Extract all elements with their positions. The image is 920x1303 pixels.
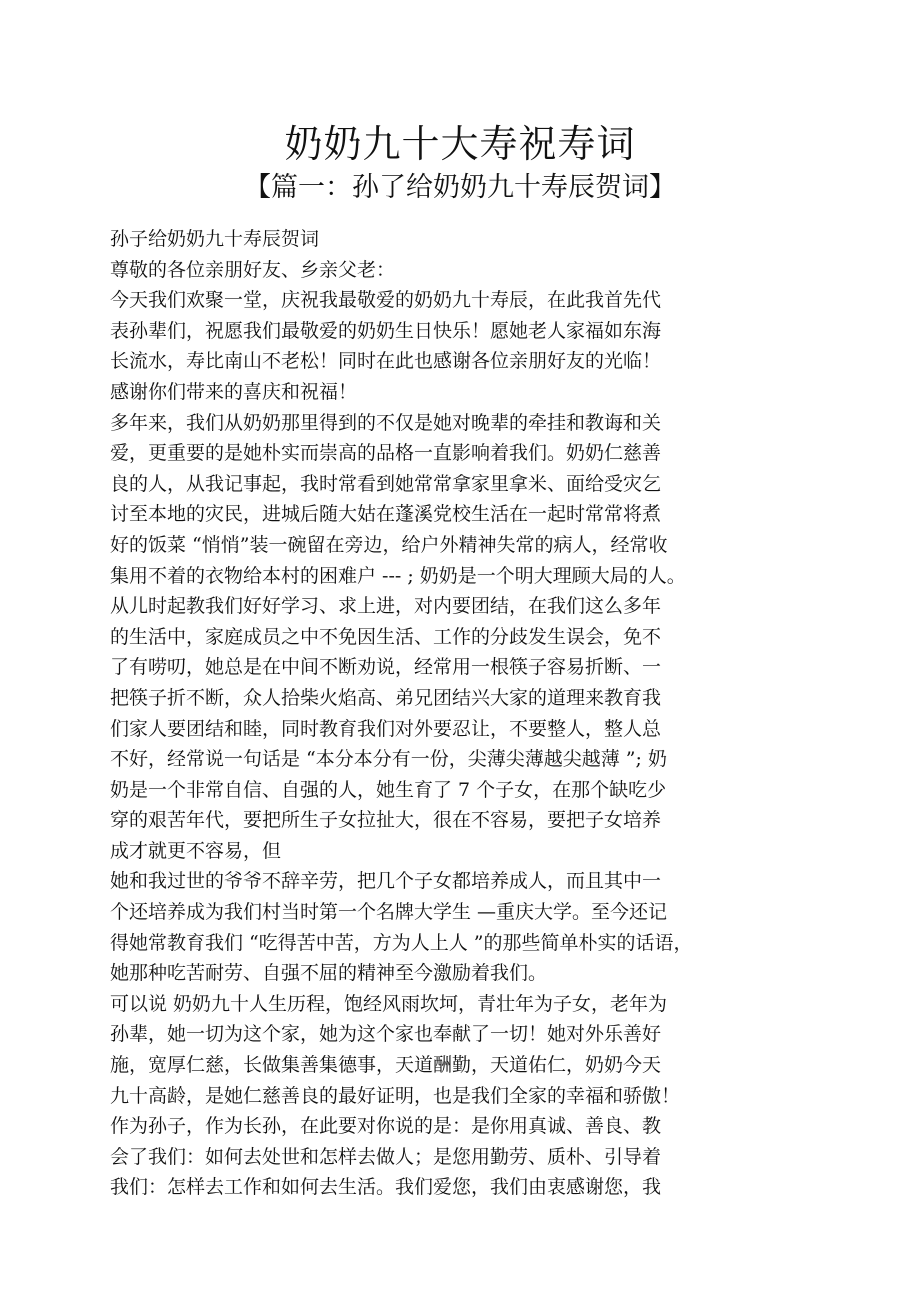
body-text-line: 讨至本地的灾民，进城后随大姑在蓬溪党校生活在一起时常常将煮 [110,503,662,526]
body-text-line: 九十高龄，是她仁慈善良的最好证明，也是我们全家的幸福和骄傲！ [110,1084,681,1107]
document-body [110,224,810,1203]
body-text-line: 表孙辈们，祝愿我们最敬爱的奶奶生日快乐！愿她老人家福如东海 [110,319,662,342]
body-text-line: 穿的艰苦年代，要把所生子女拉扯大，很在不容易，要把子女培养 [110,809,662,832]
body-text-line: 个还培养成为我们村当时第一个名牌大学生 —重庆大学。至今还记 [110,901,668,924]
document-subtitle: 【篇一：孙了给奶奶九十寿辰贺词】 [244,172,676,203]
body-text-line: 多年来，我们从奶奶那里得到的不仅是她对晚辈的牵挂和教诲和关 [110,411,662,434]
body-text-line: 会了我们：如何去处世和怎样去做人；是您用勤劳、质朴、引导着 [110,1145,662,1168]
body-text-line: 作为孙子，作为长孙，在此要对你说的是：是你用真诚、善良、教 [110,1115,662,1138]
body-text-line: 爱，更重要的是她朴实而崇高的品格一直影响着我们。奶奶仁慈善 [110,442,662,465]
body-text-line: 良的人，从我记事起，我时常看到她常常拿家里拿米、面给受灾乞 [110,472,662,495]
body-text-line: 的生活中，家庭成员之中不免因生活、工作的分歧发生误会，免不 [110,625,662,648]
body-text-line: 感谢你们带来的喜庆和祝福！ [110,380,358,403]
body-text-line: 了有唠叨，她总是在中间不断劝说，经常用一根筷子容易折断、一 [110,656,662,679]
body-text-line: 施，宽厚仁慈，长做集善集德事，天道酬勤，天道佑仁，奶奶今天 [110,1054,662,1077]
body-text-line: 从儿时起教我们好好学习、求上进，对内要团结，在我们这么多年 [110,595,662,618]
body-text-line: 她和我过世的爷爷不辞辛劳，把几个子女都培养成人，而且其中一 [110,870,662,893]
body-text-line: 她那种吃苦耐劳、自强不屈的精神至今激励着我们。 [110,962,548,985]
body-text-line: 成才就更不容易，但 [110,839,282,862]
body-text-line: 得她常教育我们 “吃得苦中苦，方为人上人 ”的那些简单朴实的话语， [110,931,693,954]
body-text-line: 好的饭菜 “悄悄”装一碗留在旁边，给户外精神失常的病人，经常收 [110,533,668,556]
body-text-line: 今天我们欢聚一堂，庆祝我最敬爱的奶奶九十寿辰，在此我首先代 [110,289,662,312]
document-title: 奶奶九十大寿祝寿词 [284,122,636,166]
body-text-line: 可以说 奶奶九十人生历程，饱经风雨坎坷，青壮年为子女，老年为 [110,992,668,1015]
body-text-line: 奶是一个非常自信、自强的人，她生育了 7 个子女，在那个缺吃少 [110,778,667,801]
body-text-line: 把筷子折不断，众人拾柴火焰高、弟兄团结兴大家的道理来教育我 [110,686,662,709]
body-text-line: 孙子给奶奶九十寿辰贺词 [110,228,320,250]
body-text-line: 们家人要团结和睦，同时教育我们对外要忍让，不要整人，整人总 [110,717,662,740]
body-text-line: 我们：怎样去工作和如何去生活。我们爱您，我们由衷感谢您，我 [110,1176,662,1199]
body-text-line: 孙辈，她一切为这个家，她为这个家也奉献了一切！她对外乐善好 [110,1023,662,1046]
body-text-line: 长流水，寿比南山不老松！同时在此也感谢各位亲朋好友的光临！ [110,350,662,373]
body-text-line: 集用不着的衣物给本村的困难户 --- ; 奶奶是一个明大理顾大局的人。 [110,564,686,587]
body-text-line: 不好，经常说一句话是 “本分本分有一份，尖薄尖薄越尖越薄 ”; 奶 [110,748,667,771]
body-text-line: 尊敬的各位亲朋好友、乡亲父老： [110,258,396,281]
